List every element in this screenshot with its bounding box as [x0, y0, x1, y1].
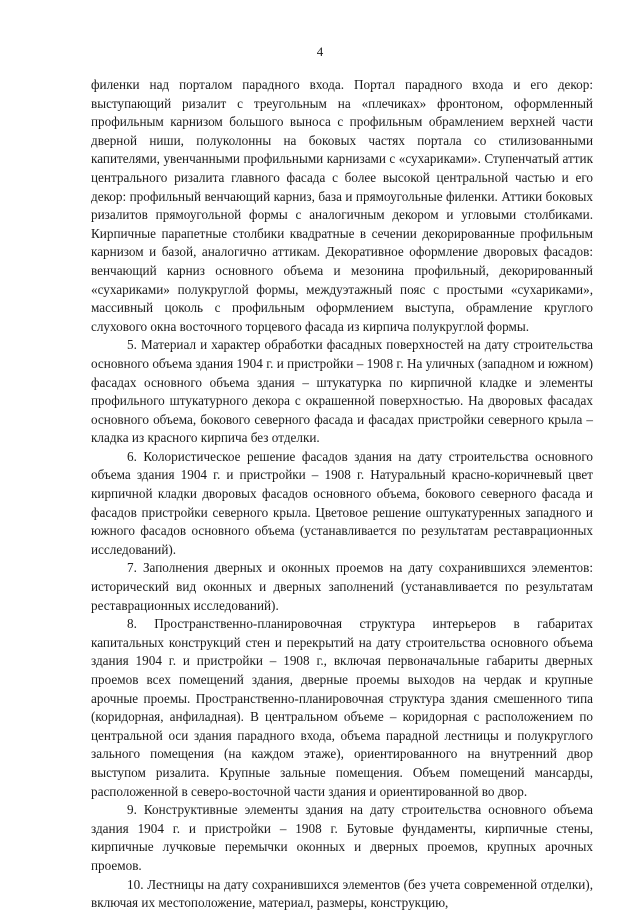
paragraph-item-8: 8. Пространственно-планировочная структура интерьеров в габаритах капитальных конструкций стен и перекрытий на дату строительства основного объема здания 1904 г. и пристройки – 1908 г., включая первоначальные габариты дверных проемов всех помещений здания, дверные проемы выходов на чердак и крупные арочные проемы. Пространственно-планировочная структура здания смешенного типа (коридорная, анфиладная). В центральном объеме – коридорная с расположением по центральной оси здания парадного входа, объема парадной лестницы и полукруглого зального помещения (на каждом этаже), ориентированного на внутренний двор выступом ризалита. Крупные зальные помещения. Объем помещений мансарды, расположенной в северо-восточной части здания и ориентированной во двор. — [91, 616, 593, 799]
document-body — [91, 76, 593, 913]
page-number: 4 — [316, 44, 324, 59]
paragraph-item-5: 5. Материал и характер обработки фасадных поверхностей на дату строительства основного объема здания 1904 г. и пристройки – 1908 г. На уличных (западном и южном) фасадах основного объема здания – штукатурка по кирпичной кладке и элементы профильного штукатурного декора с окрашенной поверхностью. На дворовых фасадах основного объема, бокового северного фасада и фасадах пристройки северного крыла – кладка из красного кирпича без отделки. — [91, 337, 593, 446]
paragraph-item-6: 6. Колористическое решение фасадов здания на дату строительства основного объема здания 1904 г. и пристройки – 1908 г. Натуральный красно-коричневый цвет кирпичной кладки дворовых фасадов основного объема, бокового северного фасада и фасадов пристройки северного крыла. Цветовое решение оштукатуренных западного и южного фасадов основного объема (устанавливается по результатам реставрационных исследований). — [91, 448, 593, 557]
paragraph-item-10: 10. Лестницы на дату сохранившихся элементов (без учета современной отделки), включая их местоположение, материал, размеры, конструкцию, — [91, 876, 593, 911]
paragraph-item-9: 9. Конструктивные элементы здания на дату строительства основного объема здания 1904 г. и пристройки – 1908 г. Бутовые фундаменты, кирпичные стены, кирпичные лучковые перемычки оконных и дверных проемов, крупных арочных проемов. — [91, 802, 593, 873]
paragraph-item-7: 7. Заполнения дверных и оконных проемов на дату сохранившихся элементов: исторический вид оконных и дверных заполнений (устанавливается по результатам реставрационных исследований). — [91, 560, 593, 613]
paragraph-continuation: филенки над порталом парадного входа. Портал парадного входа и его декор: выступающий ризалит с треугольным на «плечиках» фронтоном, оформленный профильным карнизом большого выноса с профильным обрамлением верхней части дверной ниши, полуколонны на боковых частях портала со стилизованными капителями, увенчанными профильными карнизами с «сухариками». Ступенчатый аттик центрального ризалита главного фасада с более высокой центральной частью и его декор: профильный венчающий карниз, база и прямоугольные филенки. Аттики боковых ризалитов прямоугольной формы с аналогичным декором и угловыми столбиками. Кирпичные парапетные столбики квадратные в сечении декорированные профильным карнизом и базой, аналогично аттикам. Декоративное оформление дворовых фасадов: венчающий карниз основного объема и мезонина профильный, декорированный «сухариками» полукруглой формы, междуэтажный пояс с простыми «сухариками», массивный цоколь с профильным оформлением выступа, обрамление круглого слухового окна восточного торцевого фасада из кирпича полукруглой формы. — [91, 77, 593, 334]
